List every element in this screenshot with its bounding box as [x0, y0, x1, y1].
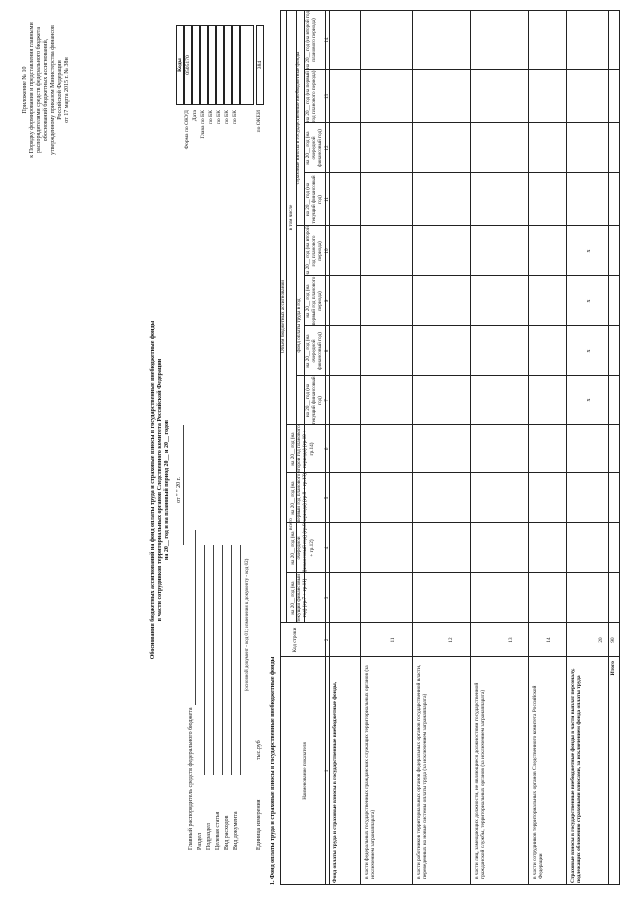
okei-label: по ОКЕИ: [256, 110, 262, 133]
col-number: 12: [324, 145, 330, 151]
table-row: [532, 659, 564, 879]
group-header: Объем бюджетных ассигнований: [280, 279, 286, 354]
form-field: [197, 530, 206, 850]
inkl-header: в том числе: [288, 204, 294, 231]
date-value: [192, 25, 200, 105]
col-number: 11: [324, 197, 330, 202]
title-line-3: на 20__ год и на плановый период 20__ и 20__ годов: [164, 419, 170, 561]
row-name: в части лиц, замещающих должности, не являющиеся должностями государственной гражданской службы, территориальных органов (за исключением загранаппарата): [474, 682, 487, 879]
doc-type-note: (основной документ - код 01; изменения к документу - код 02): [245, 558, 250, 692]
row-code: 14: [546, 637, 552, 643]
table-row: [364, 659, 408, 879]
section-title: 1. Фонд оплаты труда и страховые взносы в государственные внебюджетные фонды: [270, 656, 276, 885]
col-number: 13: [324, 93, 330, 100]
ins-header: страховые взносы в государственные внебюджетные фонды: [295, 51, 301, 185]
codes-label: по БК: [216, 110, 222, 125]
codes-label: Дата: [192, 110, 198, 122]
table-row: [474, 659, 526, 879]
row-name: Итого: [610, 661, 616, 676]
field-label: Вид расходов: [224, 815, 230, 850]
appendix-line: Приложение № 10: [22, 66, 28, 114]
codes-label: по БК: [232, 110, 238, 125]
unit-label: Единица измерения: [256, 799, 262, 850]
appendix-line: утвержденному приказом Министерства финансов: [50, 25, 56, 155]
appendix-line: от 17 марта 2015 г. № 38н: [64, 57, 70, 123]
col-code-header: Код строки: [292, 627, 298, 653]
okud-value: 0505170: [184, 25, 192, 105]
title-line-2: в части сотрудников территориальных органов Следственного комитета Российской Федерации: [157, 358, 163, 622]
col-number: 1: [324, 769, 330, 773]
field-label: Вид документа: [233, 811, 239, 850]
col-header-3: на 20__ год (на текущий финансовый год) (гр.7 + гр.11): [290, 573, 309, 623]
appendix-note: [22, 10, 71, 170]
x-mark: x: [586, 249, 592, 253]
field-label: Главный распорядитель средств федерального бюджета: [188, 707, 194, 850]
col-header-13: на 20__ год (на первый год планового периода): [305, 70, 318, 123]
row-code: 12: [448, 637, 454, 643]
bk-value: [208, 25, 216, 105]
row-code: 13: [508, 637, 514, 643]
col-number: 7: [324, 399, 330, 402]
okei-value: 384: [256, 25, 264, 105]
codes-block: [176, 25, 276, 265]
codes-label: по БК: [208, 110, 214, 125]
appendix-line: Российской Федерации: [57, 60, 63, 120]
appendix-line: к Порядку формирования и представления главными: [29, 22, 35, 158]
row-code: 20: [598, 637, 604, 643]
col-number: 8: [324, 349, 330, 353]
table-row: [570, 659, 606, 883]
col-number: 3: [324, 596, 330, 600]
bk-value: [216, 25, 224, 105]
col-header-7: на 20__ год (на текущий финансовый год): [305, 376, 324, 425]
document-date: от " " 20 г.: [176, 477, 182, 503]
table-row: [610, 661, 618, 705]
table-row: [332, 659, 358, 883]
form-fields: [188, 530, 242, 850]
title-line-1: Обоснования бюджетных ассигнований на фонд оплаты труда и страховые взносы в государственные внебюджетные фонды: [150, 320, 156, 660]
form-field: [233, 530, 242, 850]
col-header-9: на 20__ год (на первый год планового периода): [305, 276, 324, 326]
col-number: 9: [324, 299, 330, 303]
col-number: 10: [324, 248, 330, 254]
table-row: [416, 659, 468, 879]
appendix-line: распорядителями средств федерального бюджета: [36, 26, 42, 154]
appendix-line: обоснований бюджетных ассигнований,: [43, 38, 49, 142]
x-mark: x: [586, 299, 592, 303]
row-name: Страховые взносы в государственные внебюджетные фонды в части выплат персоналу, подлежащих обложению страховыми взносами, за исключением фонда оплаты труда: [570, 668, 583, 883]
total-header: всего: [288, 518, 294, 530]
col-number: 4: [324, 546, 330, 550]
bk-value: [200, 25, 208, 105]
field-label: Подраздел: [206, 823, 212, 850]
bk-value: [232, 25, 240, 105]
col-number: 5: [324, 496, 330, 500]
codes-label: Глава по БК: [200, 110, 206, 139]
field-label: Раздел: [197, 833, 203, 850]
col-header-8: на 20__ год (на очередной финансовый год): [305, 332, 324, 370]
col-number: 2: [324, 638, 330, 642]
row-code: 11: [390, 637, 396, 643]
col-number: 6: [324, 447, 330, 451]
form-field: [215, 530, 224, 850]
budget-table: [280, 10, 620, 885]
col-header-4: на 20__ год (на очередной финансовый год) (гр.8 + гр.12): [290, 523, 315, 573]
field-label: Целевая статья: [215, 811, 221, 850]
unit-row: [256, 650, 263, 850]
row-name: в части сотрудников территориальных органов Следственного комитета Российской Федерации: [532, 685, 545, 879]
x-mark: x: [586, 398, 592, 402]
bk-value: [224, 25, 232, 105]
codes-label: по БК: [224, 110, 230, 125]
codes-header: Коды: [176, 25, 184, 105]
row-name: Фонд оплаты труда и страховые взносы в государственные внебюджетные фонды,: [332, 681, 338, 883]
fot-header: фонд оплаты труда в год: [296, 298, 302, 353]
row-code: 90: [610, 637, 616, 643]
col-name-header: Наименование показателя: [302, 742, 308, 800]
unit-value: тыс.руб: [256, 740, 262, 760]
row-name: в части федеральных государственных гражданских служащих территориальных органов (за исключением загранаппарата): [364, 665, 377, 879]
col-header-10: на 20__ год (на второй год планового периода): [305, 226, 324, 276]
col-header-12: на 20__ год (на очередной финансовый год): [305, 129, 324, 167]
col-number: 14: [324, 37, 330, 43]
col-header-14: на 20__ год (на второй год планового периода): [305, 11, 318, 69]
col-header-5: на 20__ год (на первый год планового периода) (гр.9 + гр.13): [290, 473, 309, 523]
x-mark: x: [586, 349, 592, 353]
form-field: [224, 530, 233, 850]
col-header-11: на 20__ год (на текущий финансовый год): [305, 175, 324, 224]
codes-label: Форма по ОКУД: [184, 110, 190, 150]
row-name: в части работников территориальных органов федеральных органов государственной власти, переведенных на новые системы оплаты труда (за исключением загранаппарата): [416, 664, 429, 879]
col-header-6: на 20__ год (на второй год планового периода) (гр.10 + гр.14): [290, 425, 315, 473]
form-field: [206, 530, 215, 850]
document-title: [150, 205, 171, 775]
